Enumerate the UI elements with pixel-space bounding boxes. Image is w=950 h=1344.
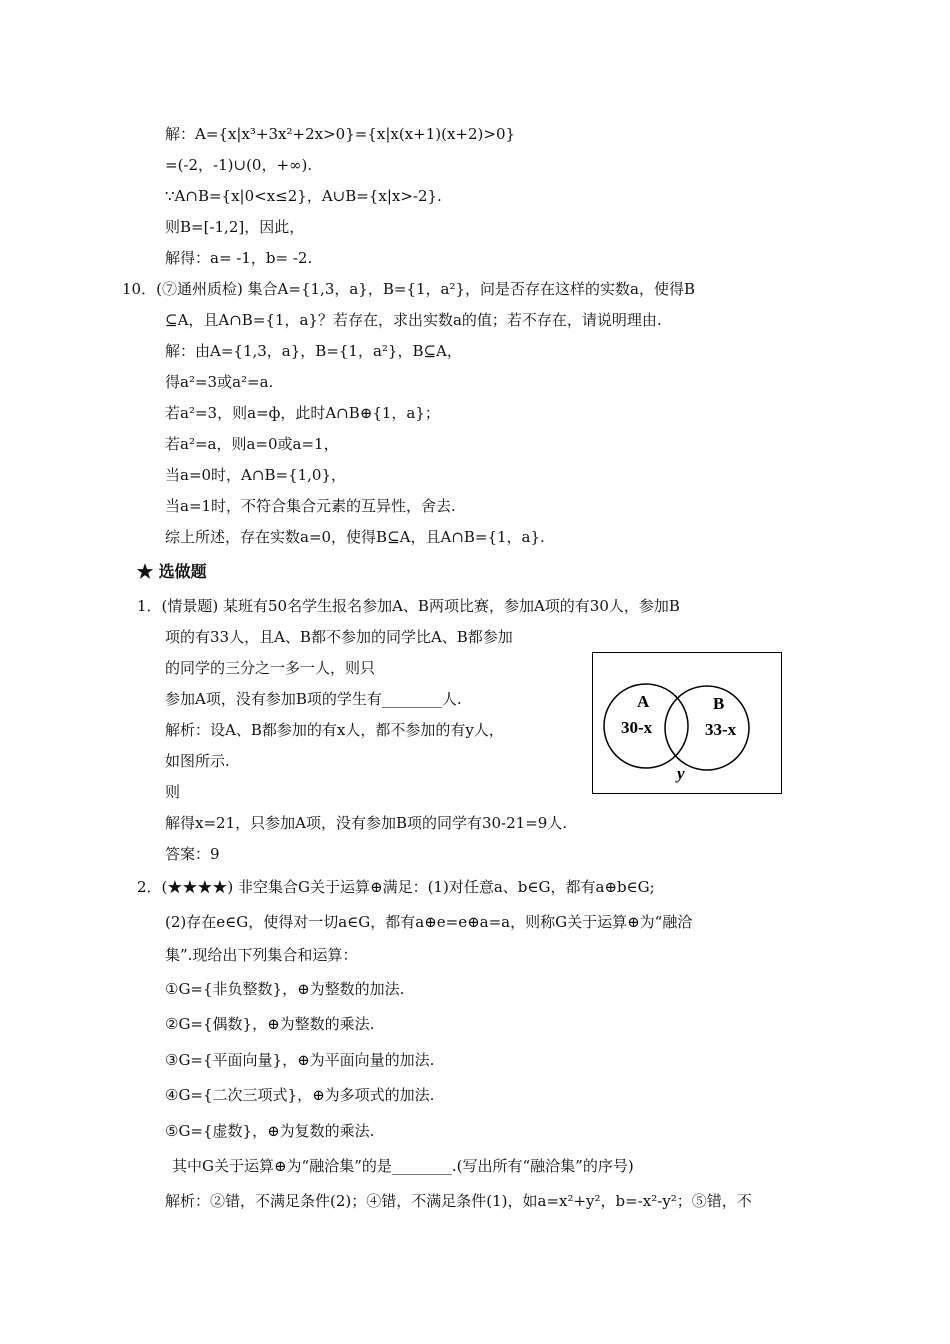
text-line: 综上所述，存在实数a=0，使得B⊆A，且A∩B={1，a}. xyxy=(165,528,545,546)
text-line: (2)存在e∈G，使得对一切a∈G，都有a⊕e=e⊕a=a，则称G关于运算⊕为“融洽 xyxy=(165,913,693,931)
text-line: 解得x=21，只参加A项，没有参加B项的同学有30-21=9人. xyxy=(165,814,568,832)
venn-diagram xyxy=(592,652,782,794)
text-line: 则B=[-1,2]，因此， xyxy=(165,218,305,236)
text-line: 解得：a= -1，b= -2. xyxy=(165,249,313,267)
text-line: 则 xyxy=(165,783,181,801)
option-line: ⑤G={虚数}，⊕为复数的乘法. xyxy=(165,1122,375,1140)
text-line: 解：由A={1,3，a}，B={1，a²}，B⊆A， xyxy=(165,342,462,360)
text-line: =(-2，-1)∪(0，+∞). xyxy=(165,156,313,174)
section-heading: ★ 选做题 xyxy=(137,562,207,581)
set-b-value: 33-x xyxy=(705,720,737,739)
answer-line: 答案：9 xyxy=(165,845,220,863)
text-line: 得a²=3或a²=a. xyxy=(165,373,274,391)
text-line: 解析：②错，不满足条件(2)；④错，不满足条件(1)，如a=x²+y²，b=-x²-y²；⑤错，不 xyxy=(165,1192,752,1210)
text-line: 解析：设A、B都参加的有x人，都不参加的有y人， xyxy=(165,721,504,739)
text-line: 集”.现给出下列集合和运算： xyxy=(165,946,358,964)
problem-2-line: 2．(★★★★) 非空集合G关于运算⊕满足：(1)对任意a、b∈G，都有a⊕b∈G; xyxy=(137,878,655,896)
text-line: 当a=1时，不符合集合元素的互异性，舍去. xyxy=(165,497,456,515)
text-line: ⊆A，且A∩B={1，a}？若存在，求出实数a的值；若不存在，请说明理由. xyxy=(165,311,662,329)
option-line: ①G={非负整数}，⊕为整数的加法. xyxy=(165,980,405,998)
option-line: ②G={偶数}，⊕为整数的乘法. xyxy=(165,1015,375,1033)
text-line: 其中G关于运算⊕为“融洽集”的是________.(写出所有“融洽集”的序号) xyxy=(172,1157,634,1175)
problem-10-line: 10．(⑦通州质检) 集合A={1,3，a}，B={1，a²}，问是否存在这样的实数a，使得B xyxy=(122,280,695,298)
text-line: 若a²=3，则a=ф，此时A∩B⊕{1，a}； xyxy=(165,404,440,422)
set-b-label: B xyxy=(713,694,725,713)
option-line: ③G={平面向量}，⊕为平面向量的加法. xyxy=(165,1051,435,1069)
option-line: ④G={二次三项式}，⊕为多项式的加法. xyxy=(165,1086,435,1104)
text-line: ∵A∩B={x|0<x≤2}，A∪B={x|x>-2}. xyxy=(165,187,442,205)
set-a-value: 30-x xyxy=(621,718,653,737)
text-line: 若a²=a，则a=0或a=1， xyxy=(165,435,339,453)
text-line: 项的有33人，且A、B都不参加的同学比A、B都参加 xyxy=(165,628,513,646)
outside-label: y xyxy=(677,764,685,783)
text-line: 解：A={x|x³+3x²+2x>0}={x|x(x+1)(x+2)>0} xyxy=(165,125,516,143)
text-line: 如图所示. xyxy=(165,752,230,770)
text-line: 参加A项，没有参加B项的学生有________人. xyxy=(165,690,462,708)
text-line: 当a=0时，A∩B={1,0}， xyxy=(165,466,346,484)
set-a-label: A xyxy=(637,692,650,711)
text-line: 的同学的三分之一多一人，则只 xyxy=(165,659,376,677)
problem-1-line: 1．(情景题) 某班有50名学生报名参加A、B两项比赛，参加A项的有30人，参加B xyxy=(137,597,680,615)
